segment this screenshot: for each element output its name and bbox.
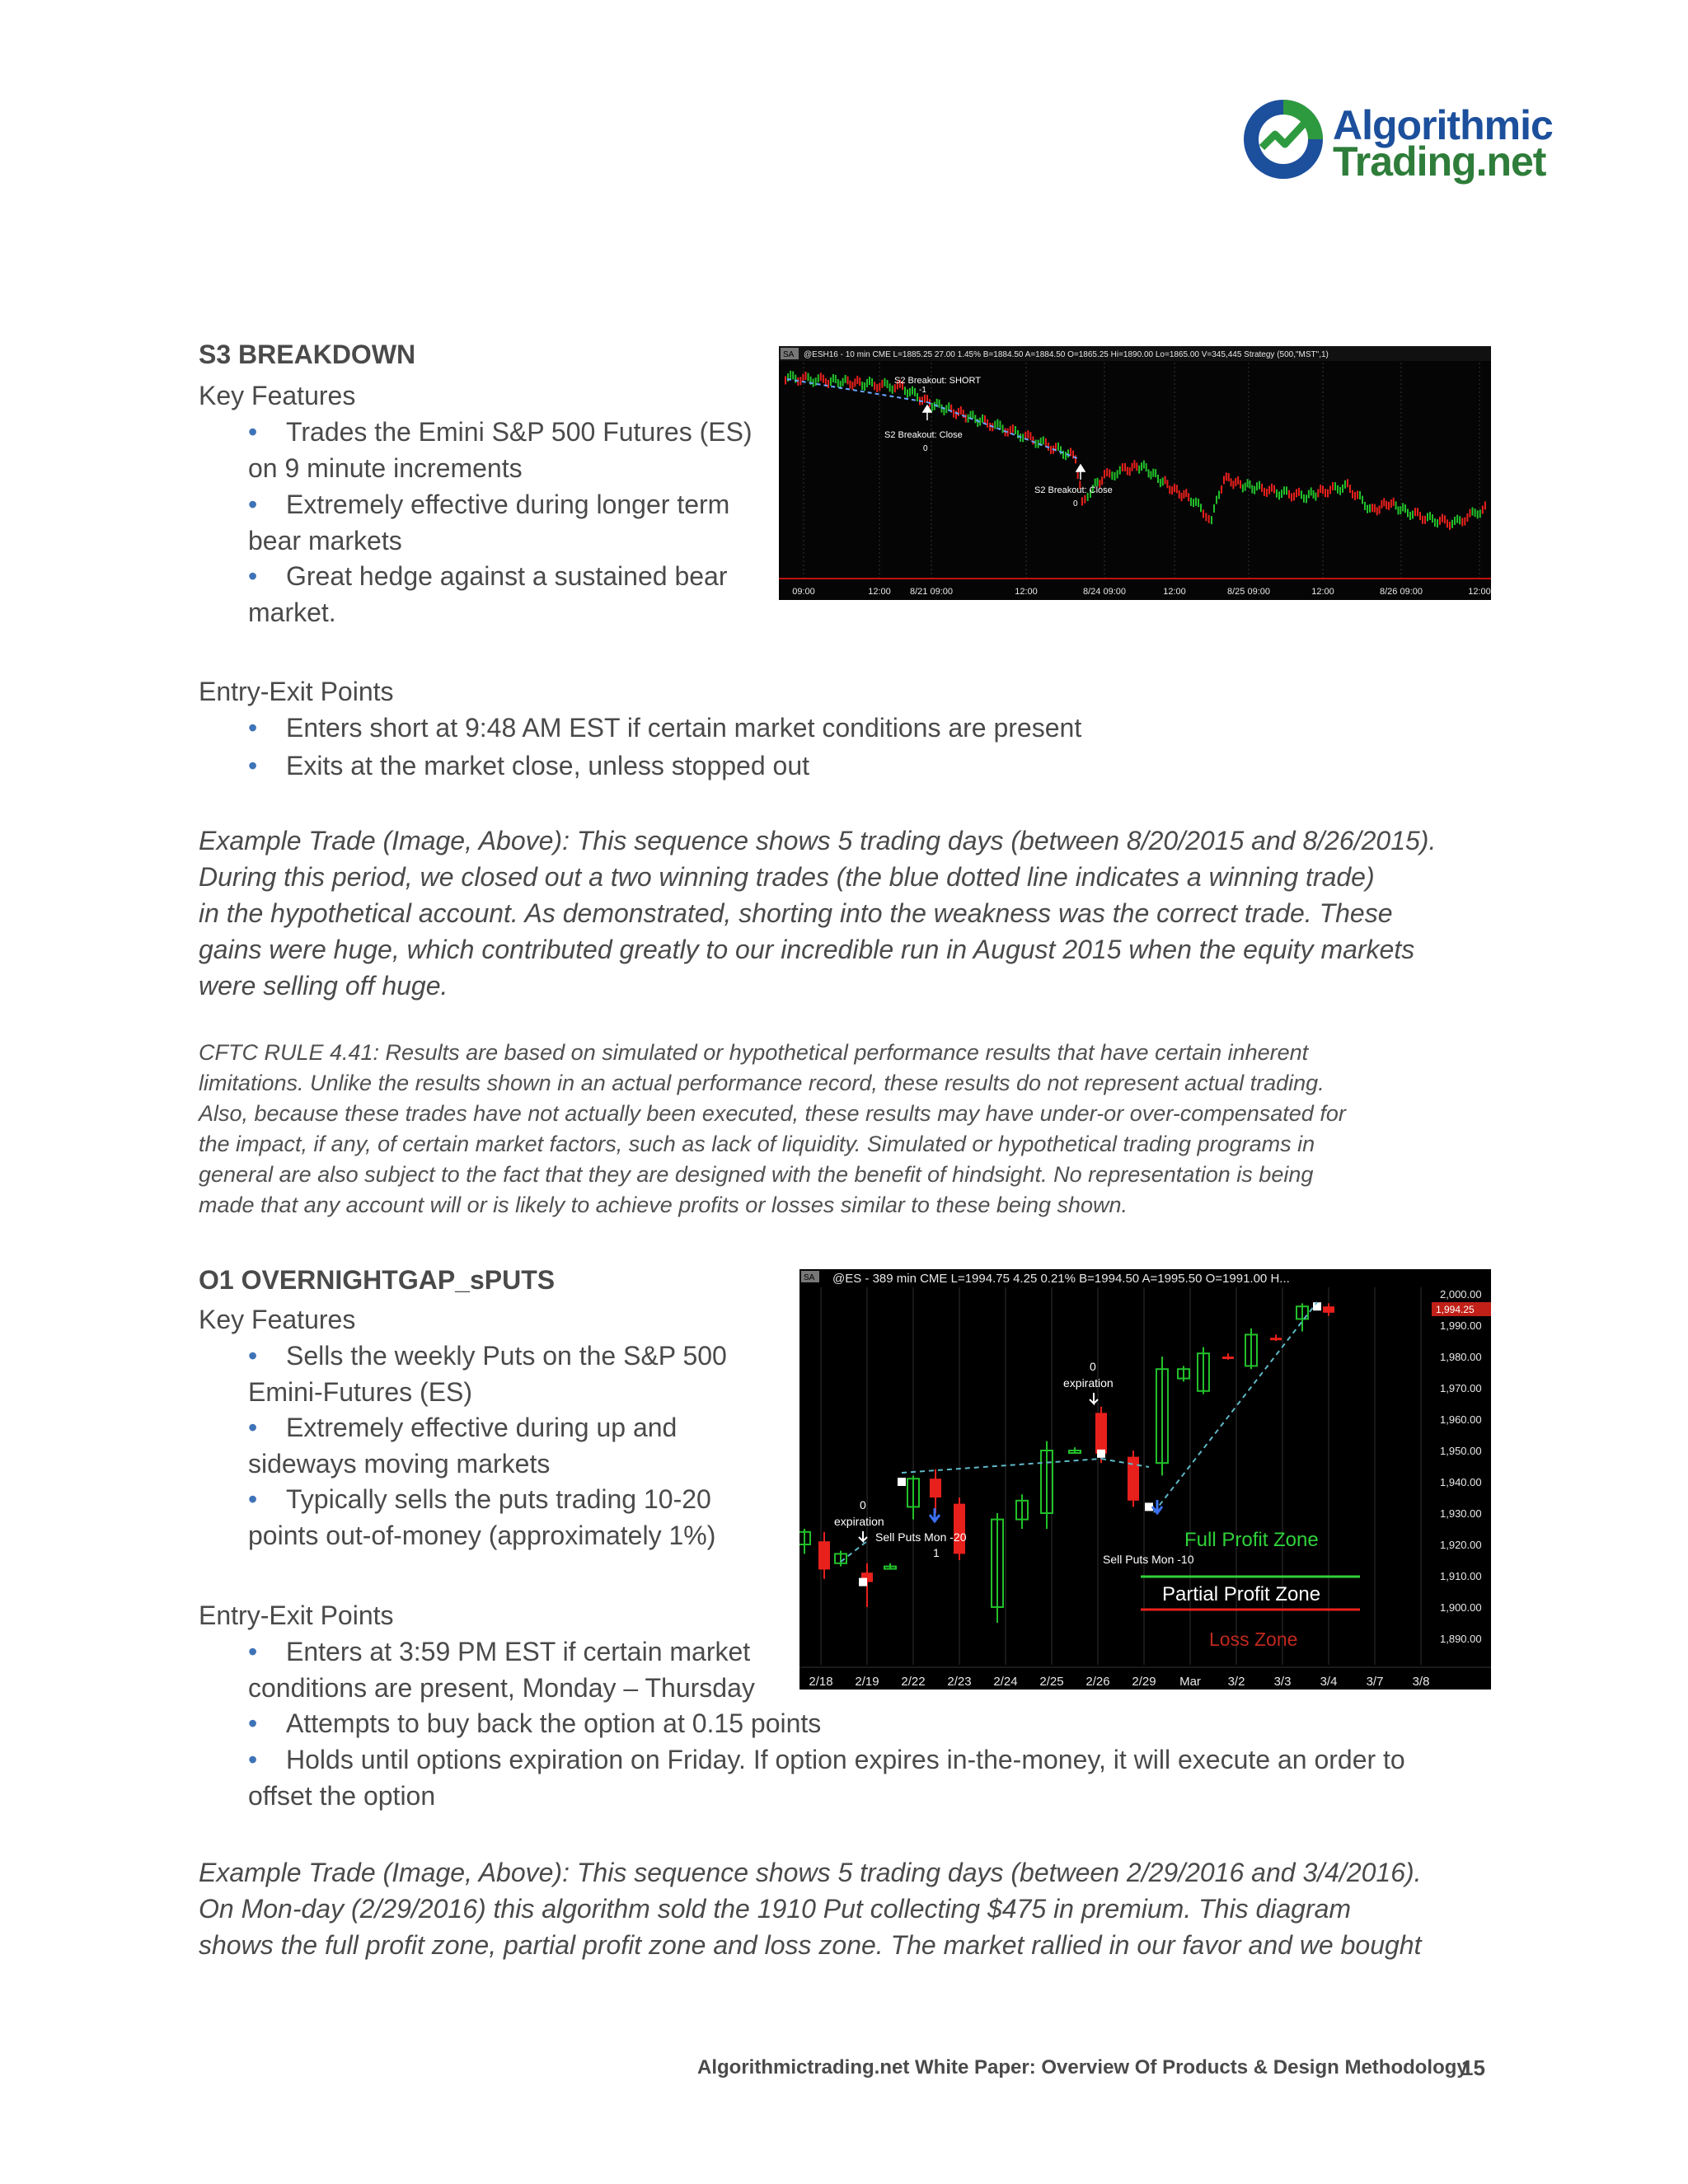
o1-exp2-label: expiration [1063, 1376, 1114, 1390]
s3-feature-2: • Extremely effective during longer term bear markets [248, 490, 730, 555]
o1-ytick: 1,970.00 [1440, 1382, 1482, 1394]
o1-xtick: 3/3 [1273, 1675, 1292, 1689]
o1-exp2-arrow-icon [1090, 1393, 1098, 1404]
o1-partial-profit-zone-label: Partial Profit Zone [1162, 1583, 1321, 1605]
s3-xtick: 09:00 [792, 587, 815, 597]
o1-trade-marker [1097, 1450, 1105, 1458]
s3-annot-close1: S2 Breakout: Close [884, 430, 963, 440]
o1-xtick: 2/29 [1132, 1675, 1156, 1689]
s3-arrow-1-icon [923, 405, 931, 420]
o1-xtick: 3/4 [1320, 1675, 1338, 1689]
o1-feature-2: • Extremely effective during up and sideways moving markets [248, 1413, 678, 1479]
s3-price-chart [779, 346, 1491, 600]
o1-sell1-label: Sell Puts Mon -20 [875, 1530, 967, 1544]
o1-xtick: 2/24 [993, 1675, 1018, 1689]
o1-ytick: 1,950.00 [1440, 1445, 1482, 1457]
o1-ytick: 2,000.00 [1440, 1288, 1482, 1301]
s3-xtick: 8/25 09:00 [1227, 587, 1270, 597]
o1-xtick: 2/19 [855, 1675, 879, 1689]
cftc-disclaimer: CFTC RULE 4.41: Results are based on simulated or hypothetical performance results that have certain inherent limitations. Unlike the results shown in an actual performance record, these results do not represent actual trading. Also, because these trades have not actually been executed, these results may have under-or over-compensated for the impact, if any, of certain market factors, such as lack of liquidity. Simulated or hypothetical trading programs in general are also subject to the fact that they are designed with the benefit of hindsight. No representation is being made that any account will or is likely to achieve profits or losses similar to these being shown. [199, 1040, 1346, 1217]
o1-xtick: 3/8 [1412, 1675, 1430, 1689]
o1-xtick: Mar [1179, 1675, 1201, 1689]
s3-xtick: 12:00 [1163, 587, 1186, 597]
s3-feature-3: • Great hedge against a sustained bear market. [248, 561, 728, 627]
o1-example-paragraph: Example Trade (Image, Above): This sequence shows 5 trading days (between 2/29/2016 and 3/4/2016). On Mon-day (2/29/2016) this algorithm sold the 1910 Put collecting $475 in premium. This diagram shows the full profit zone, partial profit zone and loss zone. The market rallied in our favor and we bought [199, 1858, 1422, 1960]
o1-entry-3: • Holds until options expiration on Friday. If option expires in-the-money, it will execute an order to offset the option [248, 1745, 1405, 1811]
o1-options-chart [799, 1269, 1491, 1690]
o1-chart-header: @ES - 389 min CME L=1994.75 4.25 0.21% B=1994.50 A=1995.50 O=1991.00 H... [832, 1272, 1290, 1286]
s3-annot-close2-qty: 0 [1073, 499, 1078, 509]
s3-sa-label: SA [783, 350, 795, 359]
o1-xtick: 3/2 [1227, 1675, 1245, 1689]
o1-xtick: 2/22 [901, 1675, 926, 1689]
s3-entry-1: • Enters short at 9:48 AM EST if certain market conditions are present [248, 713, 1082, 743]
o1-xtick: 2/23 [947, 1675, 972, 1689]
o1-candle-body [930, 1479, 941, 1497]
o1-sell2-label: Sell Puts Mon -10 [1103, 1553, 1194, 1566]
o1-xtick: 2/25 [1039, 1675, 1064, 1689]
o1-trade-marker [1313, 1302, 1321, 1310]
o1-xtick: 2/26 [1085, 1675, 1110, 1689]
o1-ytick: 1,940.00 [1440, 1476, 1482, 1488]
o1-candle-body [1323, 1306, 1334, 1313]
s3-xtick: 12:00 [1468, 587, 1491, 597]
logo-line2: Trading.net [1333, 138, 1546, 185]
logo-mark-icon [1240, 96, 1326, 182]
o1-full-profit-zone-label: Full Profit Zone [1184, 1529, 1319, 1551]
o1-ytick: 1,920.00 [1440, 1539, 1482, 1551]
o1-ytick: 1,980.00 [1440, 1351, 1482, 1363]
s3-xtick: 12:00 [1311, 587, 1334, 597]
s3-entry-exit-heading: Entry-Exit Points [199, 677, 394, 706]
s3-xtick: 8/26 09:00 [1380, 587, 1423, 597]
o1-sell1-qty: 1 [933, 1546, 940, 1559]
s3-annot-close1-qty: 0 [923, 444, 928, 453]
o1-trade-marker [859, 1578, 867, 1586]
o1-feature-1: • Sells the weekly Puts on the S&P 500 Emini-Futures (ES) [248, 1341, 727, 1407]
o1-xtick: 3/7 [1366, 1675, 1384, 1689]
s3-xtick: 12:00 [1015, 587, 1038, 597]
o1-ytick: 1,930.00 [1440, 1507, 1482, 1520]
o1-exp2-zero: 0 [1090, 1360, 1096, 1373]
o1-last-price-text: 1,994.25 [1436, 1304, 1475, 1315]
s3-xtick: 8/24 09:00 [1083, 587, 1126, 597]
o1-ytick: 1,890.00 [1440, 1633, 1482, 1645]
s3-example-paragraph: Example Trade (Image, Above): This sequence shows 5 trading days (between 8/20/2015 and 8/26/2015). During this period, we closed out a two winning trades (the blue dotted line indicates a winning trade) in the hypothetical account. As demonstrated, shorting into the weakness was the correct trade. These gains were huge, which contributed greatly to our incredible run in August 2015 when the equity markets were selling off huge. [199, 826, 1437, 1001]
o1-exp1-arrow-icon [859, 1531, 867, 1541]
o1-sell1-arrow-icon [930, 1508, 940, 1521]
o1-trade-marker [898, 1478, 906, 1486]
o1-exp1-label: expiration [834, 1515, 884, 1528]
o1-xtick: 2/18 [809, 1675, 833, 1689]
s3-annot-short-qty: -1 [919, 386, 926, 395]
s3-key-features-heading: Key Features [199, 381, 356, 410]
s3-annot-close2: S2 Breakout: Close [1034, 485, 1113, 495]
o1-entry-exit-heading: Entry-Exit Points [199, 1601, 394, 1630]
o1-ytick: 1,900.00 [1440, 1601, 1482, 1614]
s3-xtick: 8/21 09:00 [910, 587, 953, 597]
o1-candle-body [818, 1541, 830, 1569]
o1-ytick: 1,910.00 [1440, 1570, 1482, 1582]
o1-sa-label: SA [804, 1273, 815, 1282]
o1-exp1-zero: 0 [860, 1498, 866, 1511]
company-logo [1240, 95, 1595, 194]
footer-text: Algorithmictrading.net White Paper: Overview Of Products & Design Methodology [697, 2056, 1468, 2079]
s3-chart-header: @ESH16 - 10 min CME L=1885.25 27.00 1.45% B=1884.50 A=1884.50 O=1865.25 Hi=1890.00 Lo=1865.00 V=345,445 Strategy (500,"MST",1) [804, 350, 1329, 359]
logo-line1: Algorithmic [1333, 102, 1553, 148]
o1-feature-3: • Typically sells the puts trading 10-20 points out-of-money (approximately 1%) [248, 1484, 716, 1550]
s3-entry-2: • Exits at the market close, unless stopped out [248, 751, 809, 780]
o1-key-features-heading: Key Features [199, 1305, 356, 1334]
o1-candle-body [1270, 1338, 1282, 1340]
o1-entry-1: • Enters at 3:59 PM EST if certain market conditions are present, Monday – Thursday [248, 1637, 755, 1703]
s3-feature-1: • Trades the Emini S&P 500 Futures (ES) on 9 minute increments [248, 417, 753, 483]
o1-sell2-arrow-icon [1152, 1500, 1162, 1513]
o1-candle-body [1095, 1413, 1107, 1453]
s3-annot-short: S2 Breakout: SHORT [894, 376, 981, 386]
page-number: 15 [1461, 2055, 1485, 2080]
o1-ytick: 1,960.00 [1440, 1413, 1482, 1426]
o1-ytick: 1,990.00 [1440, 1319, 1482, 1332]
s3-xtick: 12:00 [868, 587, 891, 597]
s3-title: S3 BREAKDOWN [199, 340, 416, 369]
o1-loss-zone-label: Loss Zone [1209, 1629, 1298, 1650]
o1-title: O1 OVERNIGHTGAP_sPUTS [199, 1265, 556, 1295]
o1-candle-body [1222, 1357, 1234, 1359]
o1-entry-2: • Attempts to buy back the option at 0.15 points [248, 1708, 822, 1738]
o1-candle-body [954, 1504, 965, 1554]
